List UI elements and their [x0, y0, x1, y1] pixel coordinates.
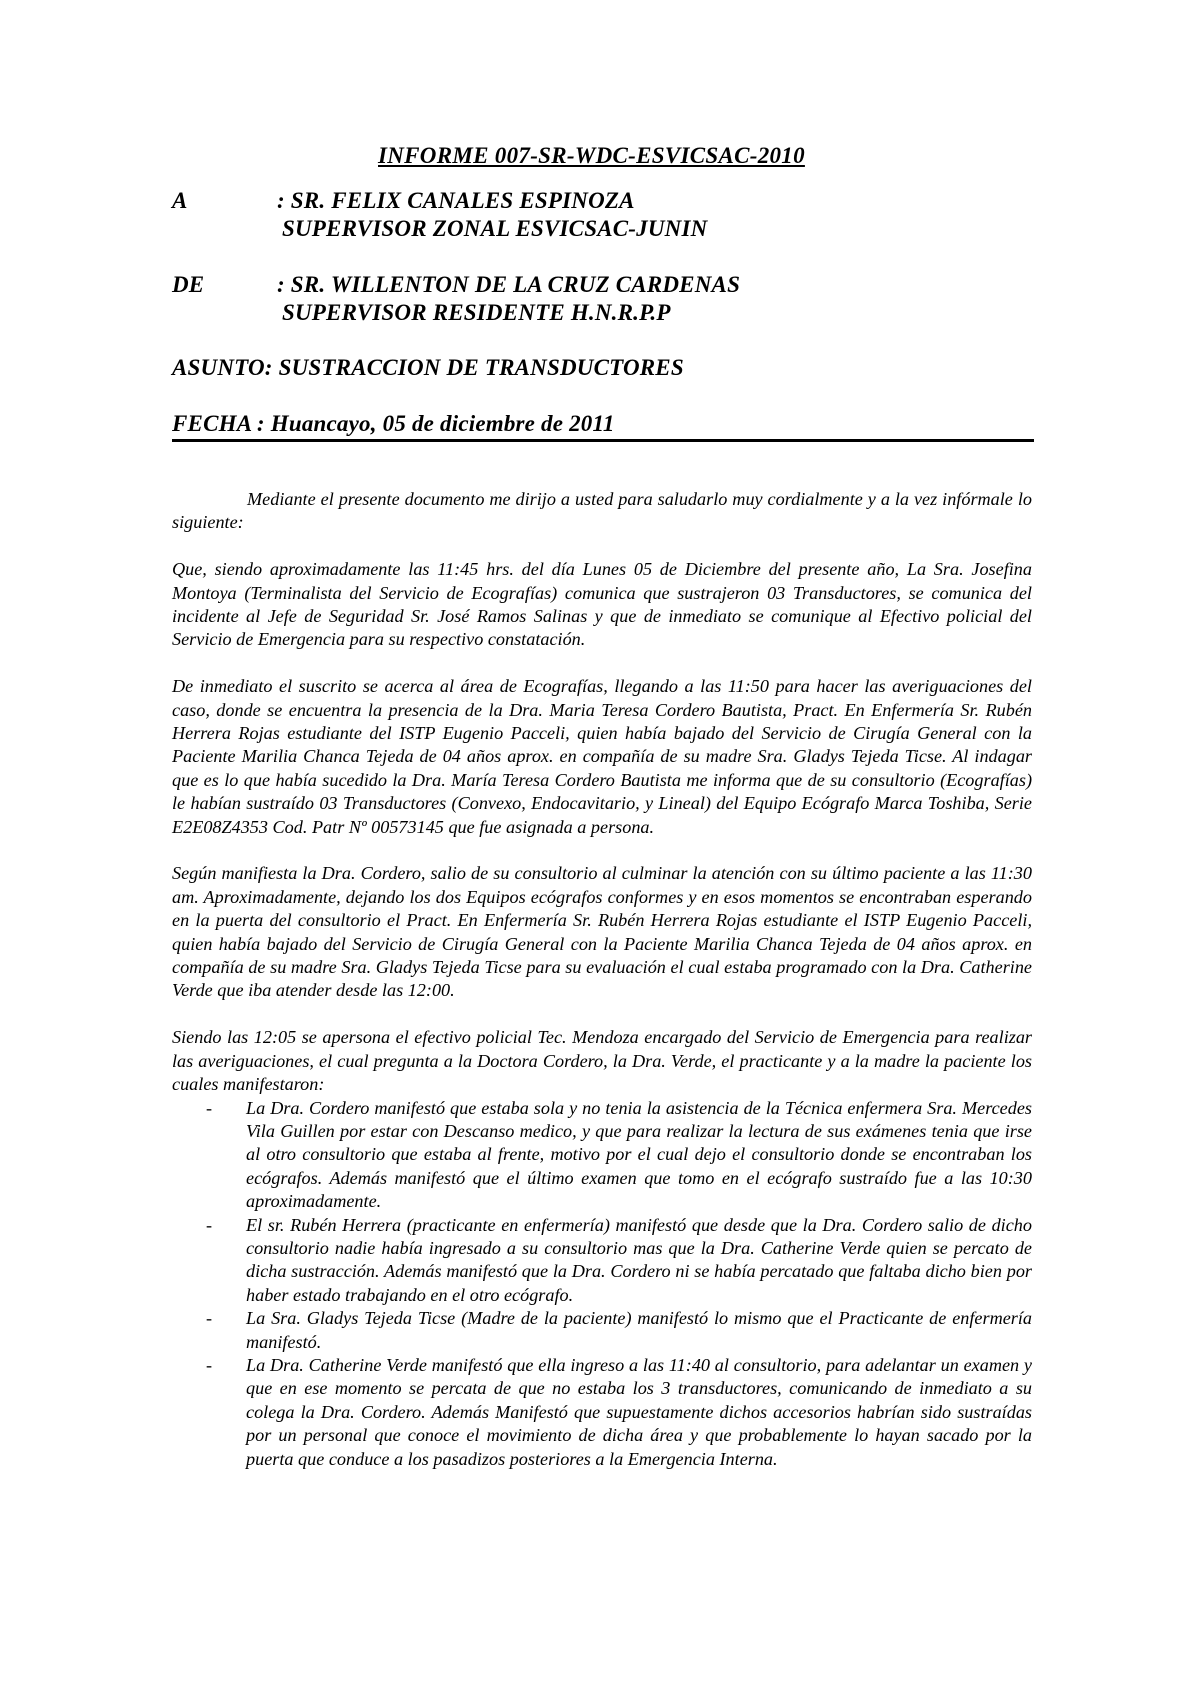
list-item [172, 1214, 1032, 1308]
list-item [172, 1097, 1032, 1214]
list-item [172, 1354, 1032, 1471]
to-recipient-position: SUPERVISOR ZONAL ESVICSAC-JUNIN [282, 216, 708, 241]
to-recipient-name: : SR. FELIX CANALES ESPINOZA [277, 188, 635, 213]
report-title: INFORME 007-SR-WDC-ESVICSAC-2010 [378, 143, 805, 168]
bullet-dash: - [206, 1214, 213, 1235]
paragraph-police: Siendo las 12:05 se apersona el efectivo policial Tec. Mendoza encargado del Servicio de Emergencia para realizar las averiguaciones, el cual pregunta a la Doctora Cordero, la Dra. Verde, el practicante y a la madre la paciente los cuales manifestaron: [172, 1027, 1032, 1095]
paragraph-inquiry: De inmediato el suscrito se acerca al área de Ecografías, llegando a las 11:50 para hacer las averiguaciones del caso, donde se encuentra la presencia de la Dra. Maria Teresa Cordero Bautista, Pract. En Enfermería Sr. Rubén Herrera Rojas estudiante del ISTP Eugenio Pacceli, quien había bajado del Servicio de Cirugía General con la Paciente Marilia Chanca Tejeda de 04 años aprox. en compañía de su madre Sra. Gladys Tejeda Ticse. Al indagar que es lo que había sucedido la Dra. María Teresa Cordero Bautista me informa que de su consultorio (Ecografías) le habían sustraído 03 Transductores (Convexo, Endocavitario, y Lineal) del Equipo Ecógrafo Marca Toshiba, Serie E2E08Z4353 Cod. Patr Nº 00573145 que fue asignada a persona. [172, 676, 1032, 837]
list-item [172, 1307, 1032, 1354]
bullet-dash: - [206, 1097, 213, 1118]
bullet-dash: - [206, 1354, 213, 1375]
paragraph-incident: Que, siendo aproximadamente las 11:45 hrs. del día Lunes 05 de Diciembre del presente año, La Sra. Josefina Montoya (Terminalista del Servicio de Ecografías) comunica que sustrajeron 03 Transductores, se comunica del incidente al Jefe de Seguridad Sr. José Ramos Salinas y que de inmediato se comunique al Efectivo policial del Servicio de Emergencia para su respectivo constatación. [172, 559, 1032, 650]
from-sender-position: SUPERVISOR RESIDENTE H.N.R.P.P [282, 300, 671, 325]
testimony-text: La Dra. Cordero manifestó que estaba sola y no tenia la asistencia de la Técnica enfermera Sra. Mercedes Vila Guillen por estar con Descanso medico, y que para realizar la lectura de sus exámenes tenia que irse al otro consultorio que estaba al frente, motivo por el cual dejo el consultorio donde se encontraban los ecógrafos. Además manifestó que el último examen que tomo en el ecógrafo sustraído fue a las 10:30 aproximadamente. [246, 1097, 1032, 1212]
header-divider [172, 439, 1034, 442]
testimony-list [172, 1097, 1032, 1472]
testimony-text: La Sra. Gladys Tejeda Ticse (Madre de la paciente) manifestó lo mismo que el Practicante de enfermería manifestó. [246, 1308, 1032, 1352]
testimony-text: La Dra. Catherine Verde manifestó que ella ingreso a las 11:40 al consultorio, para adelantar un examen y que en ese momento se percata de que no estaba los 3 transductores, comunicando de inmediato a su colega la Dra. Cordero. Además Manifestó que supuestamente dichos accesorios habrían sido sustraídas por un personal que conoce el movimiento de dicha área y que probablemente lo hayan sacado por la puerta que conduce a los pasadizos posteriores a la Emergencia Interna. [246, 1354, 1032, 1469]
report-body [172, 488, 1032, 1471]
bullet-dash: - [206, 1308, 213, 1329]
subject-line: ASUNTO: SUSTRACCION DE TRANSDUCTORES [172, 355, 684, 380]
from-label: DE [172, 272, 205, 297]
to-label: A [172, 188, 188, 213]
paragraph-intro: Mediante el presente documento me dirijo a usted para saludarlo muy cordialmente y a la vez infórmale lo siguiente: [172, 489, 1032, 533]
date-line: FECHA : Huancayo, 05 de diciembre de 2011 [172, 411, 615, 436]
testimony-text: El sr. Rubén Herrera (practicante en enfermería) manifestó que desde que la Dra. Cordero salio de dicho consultorio nadie había ingresado a su consultorio mas que la Dra. Catherine Verde quien se percato de dicha sustracción. Además manifestó que la Dra. Cordero ni se había percatado que faltaba dicho bien por haber estado trabajando en el otro ecógrafo. [246, 1214, 1032, 1305]
paragraph-statement: Según manifiesta la Dra. Cordero, salio de su consultorio al culminar la atención con su último paciente a las 11:30 am. Aproximadamente, dejando los dos Equipos ecógrafos conformes y en esos momentos se encontraban esperando en la puerta del consultorio el Pract. En Enfermería Sr. Rubén Herrera Rojas estudiante el ISTP Eugenio Pacceli, quien había bajado del Servicio de Cirugía General con la Paciente Marilia Chanca Tejeda de 04 años aprox. en compañía de su madre Sra. Gladys Tejeda Ticse para su evaluación el cual estaba programado con la Dra. Catherine Verde que iba atender desde las 12:00. [172, 863, 1032, 1001]
from-sender-name: : SR. WILLENTON DE LA CRUZ CARDENAS [277, 272, 741, 297]
